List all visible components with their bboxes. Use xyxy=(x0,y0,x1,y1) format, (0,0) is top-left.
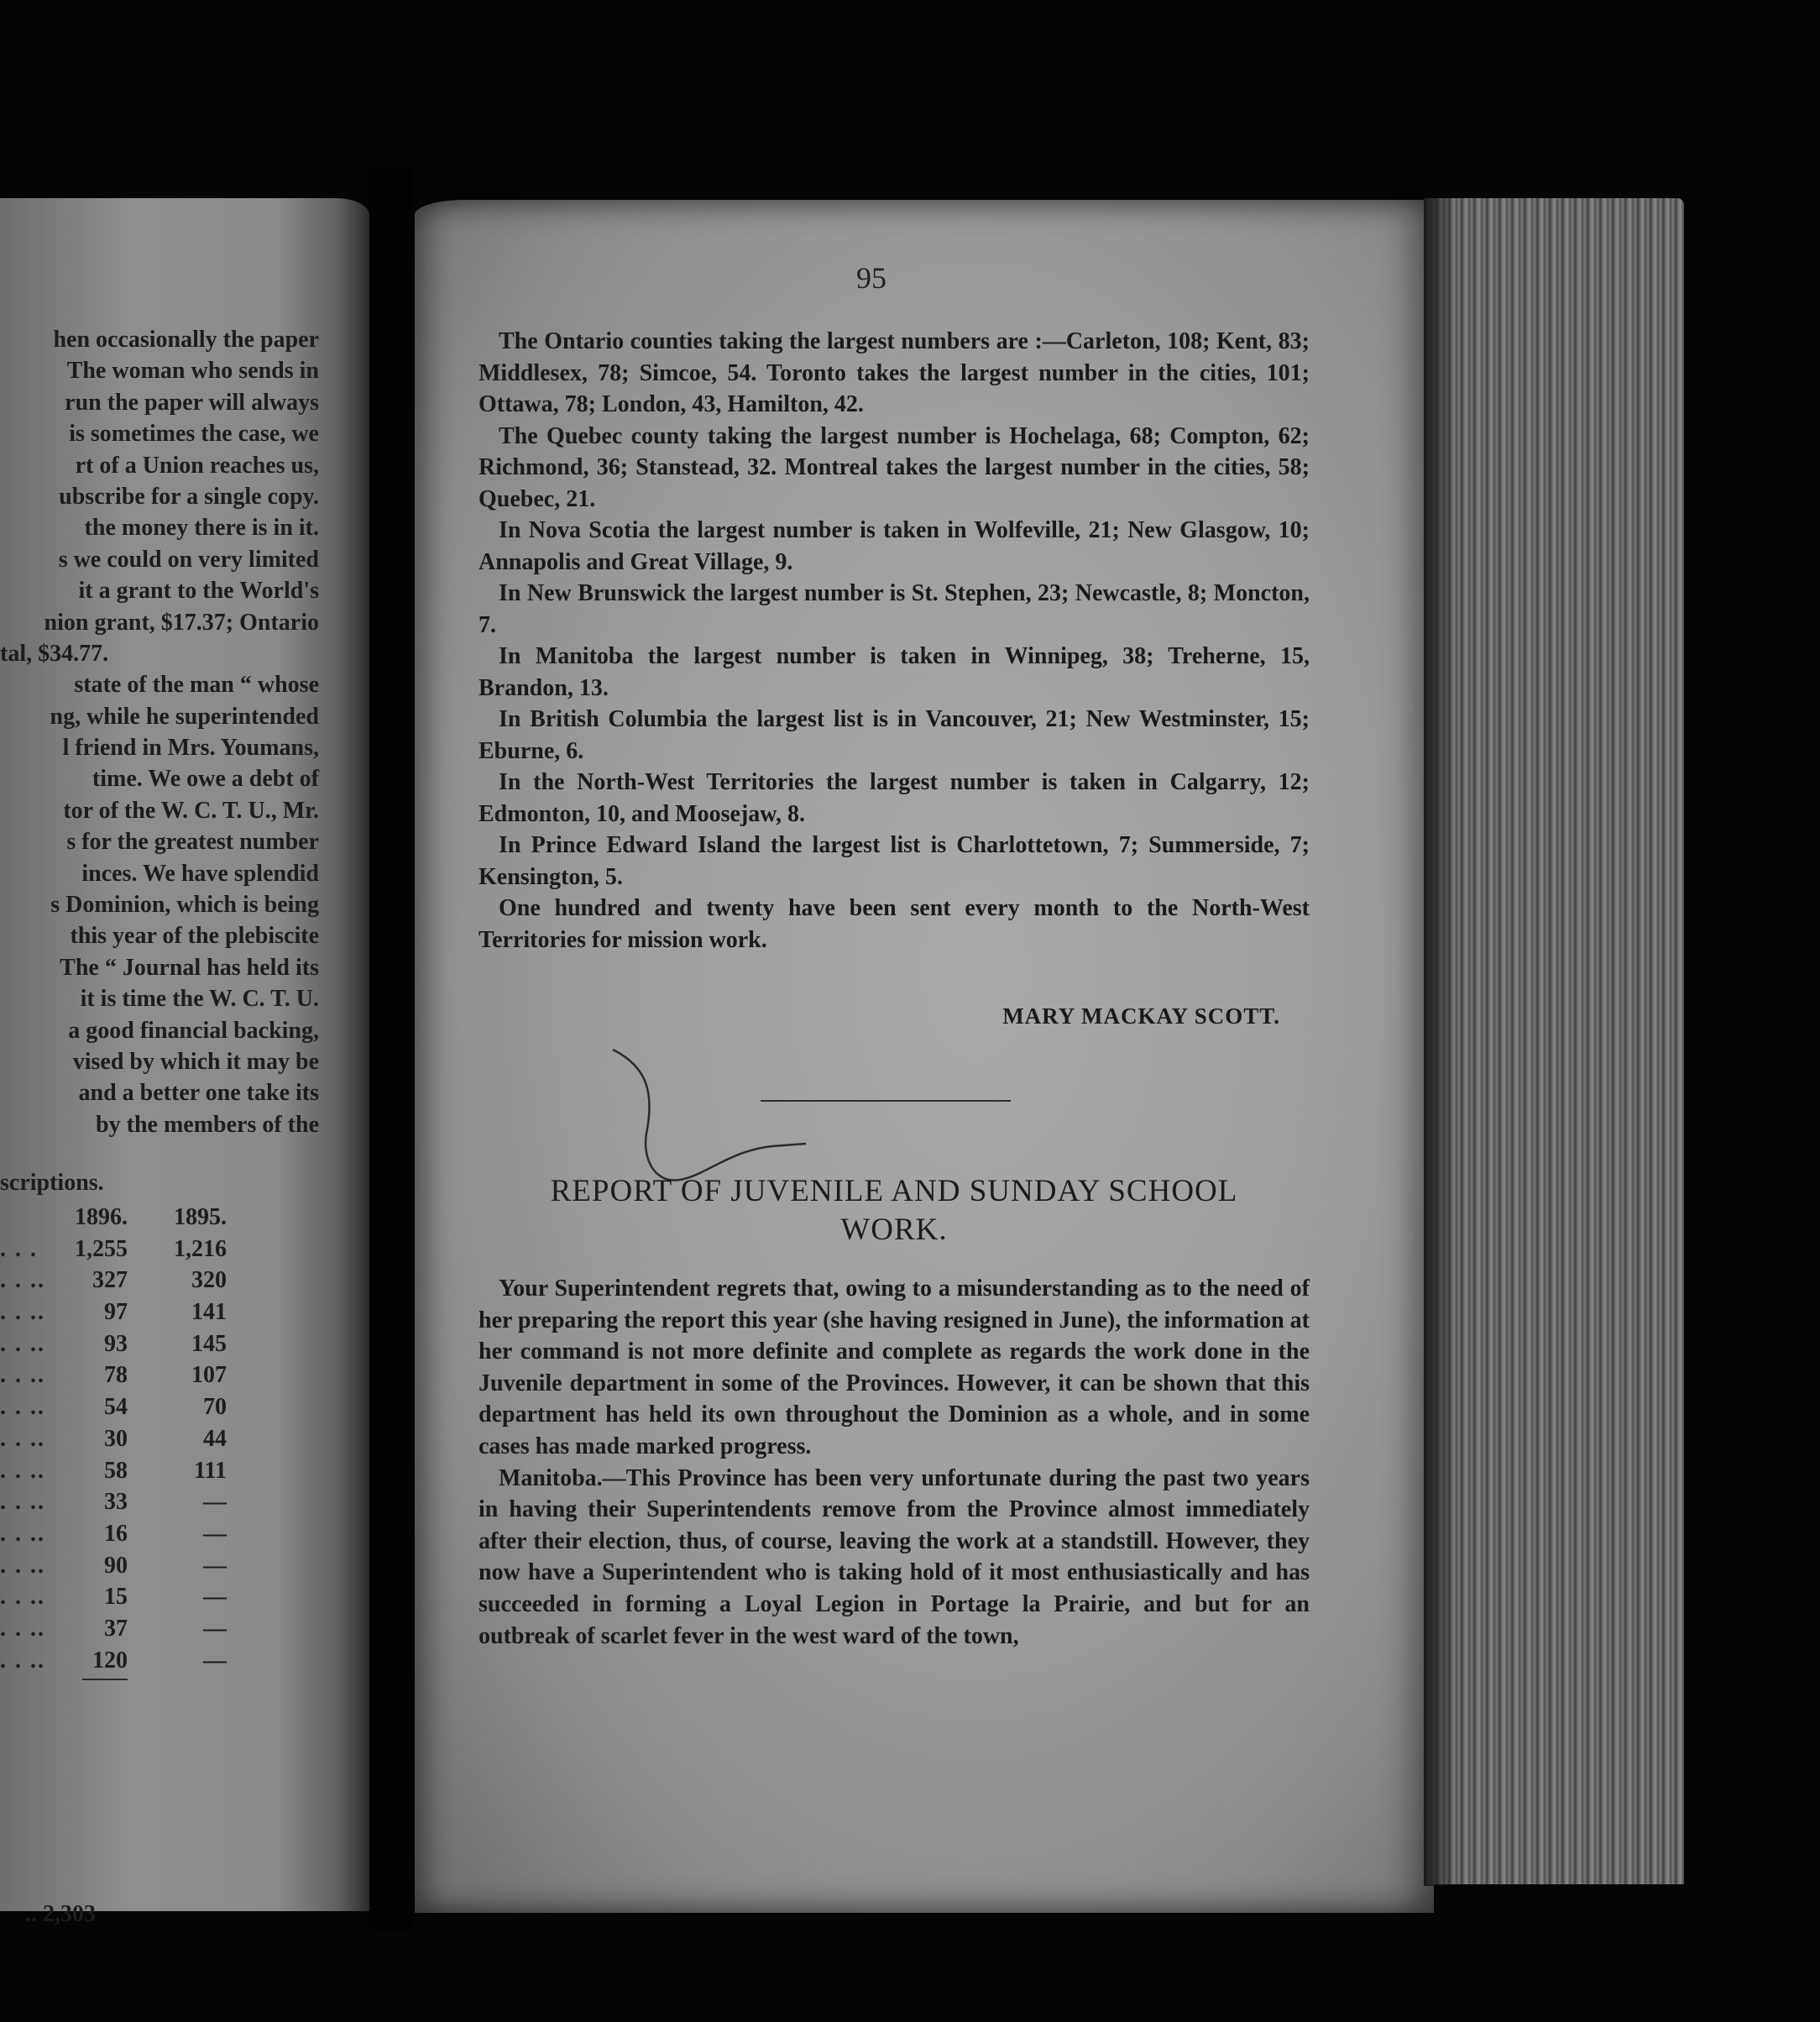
cell-1896: 327 xyxy=(92,1267,128,1294)
cell-1895: 320 xyxy=(191,1267,227,1294)
cell-1896: 93 xyxy=(104,1330,128,1357)
left-line: state of the man “ whose xyxy=(74,672,319,699)
cell-1895: — xyxy=(203,1647,227,1674)
cell-1895: 107 xyxy=(191,1362,227,1389)
cell-1895: 145 xyxy=(191,1330,227,1357)
table-row xyxy=(0,1616,252,1647)
paragraph-new-brunswick: In New Brunswick the largest number is St. Stephen, 23; Newcastle, 8; Moncton, 7. xyxy=(479,580,1310,638)
cell-1896: 1,255 xyxy=(75,1235,128,1262)
subscriptions-total: .. 2,303 xyxy=(25,1901,96,1927)
cell-1896: 120 xyxy=(92,1647,128,1674)
left-line: and a better one take its xyxy=(78,1080,319,1107)
pencil-mark-icon xyxy=(604,1041,856,1192)
leader-dots: . . .. xyxy=(0,1330,45,1357)
book-edge-shadow xyxy=(1424,198,1457,1886)
table-header-row xyxy=(0,1204,252,1236)
cell-1895: 70 xyxy=(203,1394,227,1421)
left-line: tal, $34.77. xyxy=(0,640,109,667)
leader-dots: . . . xyxy=(0,1235,38,1262)
cell-1896: 16 xyxy=(104,1520,128,1547)
paragraph-north-west: In the North-West Territories the largest number is taken in Calgarry, 12; Edmonton, 10, and Moosejaw, 8. xyxy=(479,769,1310,827)
paragraph-ontario: The Ontario counties taking the largest numbers are :—Carleton, 108; Kent, 83; Middlesex, 78; Simcoe, 54. Toronto takes the largest number in the cities, 101; Ottawa, 78; London, 43, Hamilton, 42. xyxy=(479,328,1310,417)
report-heading-line: REPORT OF JUVENILE AND SUNDAY SCHOOL xyxy=(550,1174,1238,1208)
leader-dots: . . .. xyxy=(0,1489,45,1516)
cell-1895: 111 xyxy=(194,1457,227,1484)
cell-1895: 141 xyxy=(191,1299,227,1326)
leader-dots: . . .. xyxy=(0,1552,45,1579)
subscriptions-heading: scriptions. xyxy=(0,1170,104,1197)
report-heading xyxy=(479,1172,1310,1249)
table-row xyxy=(0,1331,252,1363)
leader-dots: . . .. xyxy=(0,1394,45,1421)
cell-1896: 37 xyxy=(104,1615,128,1642)
left-line: inces. We have splendid xyxy=(81,860,319,887)
cell-1895: — xyxy=(203,1615,227,1642)
leader-dots: . . .. xyxy=(0,1520,45,1547)
subscriptions-table xyxy=(0,1204,252,1679)
book-gutter xyxy=(369,168,413,1931)
table-row xyxy=(0,1553,252,1585)
left-line: The woman who sends in xyxy=(66,358,319,385)
left-line: time. We owe a debt of xyxy=(92,766,319,793)
cell-1896: 97 xyxy=(104,1299,128,1326)
book-page-edges xyxy=(1424,198,1684,1884)
left-line: ng, while he superintended xyxy=(50,703,319,730)
paragraph-british-columbia: In British Columbia the largest list is in Vancouver, 21; New Westminster, 15; Eburne, 6. xyxy=(479,706,1310,764)
left-line: ubscribe for a single copy. xyxy=(59,483,319,510)
table-row xyxy=(0,1236,252,1268)
left-line: the money there is in it. xyxy=(84,515,319,542)
left-line: s we could on very limited xyxy=(58,546,319,573)
table-row xyxy=(0,1489,252,1521)
column-header-1896: 1896. xyxy=(75,1204,128,1230)
paragraph-superintendent: Your Superintendent regrets that, owing to a misunderstanding as to the need of her preparing the report this year (she having resigned in June), the information at her command is not more definite and complete as regards the work done in the Juvenile department in some of the Provinces. However, it can be shown that this department has held its own throughout the Dominion as a whole, and in some cases has made marked progress. xyxy=(479,1276,1310,1459)
paragraph-nova-scotia: In Nova Scotia the largest number is taken in Wolfeville, 21; New Glasgow, 10; Annapolis and Great Village, 9. xyxy=(479,517,1310,575)
paragraph-mission-work: One hundred and twenty have been sent every month to the North-West Territories for mission work. xyxy=(479,895,1310,953)
left-page-text xyxy=(0,324,319,1199)
cell-1895: 1,216 xyxy=(174,1235,227,1262)
left-facing-page xyxy=(0,198,369,1927)
left-line: s Dominion, which is being xyxy=(50,892,319,919)
leader-dots: . . .. xyxy=(0,1267,45,1294)
left-line: l friend in Mrs. Youmans, xyxy=(62,735,319,762)
signature: MARY MACKAY SCOTT. xyxy=(1002,1003,1280,1029)
left-line: tor of the W. C. T. U., Mr. xyxy=(63,797,319,824)
cell-1896: 78 xyxy=(104,1362,128,1389)
table-row xyxy=(0,1647,252,1679)
leader-dots: . . .. xyxy=(0,1615,45,1642)
cell-1895: — xyxy=(203,1489,227,1516)
cell-1895: — xyxy=(203,1584,227,1611)
leader-dots: . . .. xyxy=(0,1299,45,1326)
cell-1895: — xyxy=(203,1520,227,1547)
table-row xyxy=(0,1426,252,1458)
table-row xyxy=(0,1362,252,1394)
left-line: this year of the plebiscite xyxy=(70,923,319,950)
left-line: is sometimes the case, we xyxy=(69,421,319,448)
cell-1896: 15 xyxy=(104,1584,128,1611)
cell-1896: 90 xyxy=(104,1552,128,1579)
leader-dots: . . .. xyxy=(0,1584,45,1611)
table-row xyxy=(0,1584,252,1616)
cell-1896: 30 xyxy=(104,1425,128,1452)
circulation-report-text xyxy=(479,326,1310,956)
report-heading-line: WORK. xyxy=(840,1213,948,1247)
left-line: nion grant, $17.37; Ontario xyxy=(44,609,319,636)
page-number: 95 xyxy=(856,261,886,295)
paragraph-pei: In Prince Edward Island the largest list is Charlottetown, 7; Summerside, 7; Kensington, 5. xyxy=(479,832,1310,890)
left-line: hen occasionally the paper xyxy=(53,327,319,353)
table-row xyxy=(0,1521,252,1553)
cell-1896: 58 xyxy=(104,1457,128,1484)
leader-dots: . . .. xyxy=(0,1647,45,1674)
left-line: run the paper will always xyxy=(65,389,319,416)
leader-dots: . . .. xyxy=(0,1362,45,1389)
table-row xyxy=(0,1458,252,1490)
cell-1895: — xyxy=(203,1552,227,1579)
left-line: a good financial backing, xyxy=(68,1017,319,1044)
cell-1896: 33 xyxy=(104,1489,128,1516)
juvenile-report-text xyxy=(479,1273,1310,1652)
left-line: it is time the W. C. T. U. xyxy=(80,986,319,1013)
paragraph-manitoba: In Manitoba the largest number is taken in Winnipeg, 38; Treherne, 15, Brandon, 13. xyxy=(479,643,1310,701)
cell-1896: 54 xyxy=(104,1394,128,1421)
column-header-1895: 1895. xyxy=(174,1204,227,1230)
total-rule xyxy=(82,1679,128,1680)
leader-dots: . . .. xyxy=(0,1425,45,1452)
table-row xyxy=(0,1299,252,1331)
table-row xyxy=(0,1394,252,1426)
left-line: vised by which it may be xyxy=(72,1048,319,1075)
paragraph-quebec: The Quebec county taking the largest number is Hochelaga, 68; Compton, 62; Richmond, 36; Stanstead, 32. Montreal takes the largest number in the cities, 58; Quebec, 21. xyxy=(479,422,1310,512)
leader-dots: . . .. xyxy=(0,1457,45,1484)
left-line: The “ Journal has held its xyxy=(60,954,319,981)
cell-1895: 44 xyxy=(203,1425,227,1452)
left-line: s for the greatest number xyxy=(66,829,319,856)
left-line: it a grant to the World's xyxy=(78,578,319,605)
left-line: rt of a Union reaches us, xyxy=(75,452,319,479)
paragraph-manitoba-report: Manitoba.—This Province has been very unfortunate during the past two years in having their Superintendents remove from the Province almost immediately after their election, thus, of course, leaving the work at a standstill. However, they now have a Superintendent who is taking hold of it most enthusiastically and has succeeded in forming a Loyal Legion in Portage la Prairie, and but for an outbreak of scarlet fever in the west ward of the town, xyxy=(479,1464,1310,1649)
left-line: by the members of the xyxy=(96,1111,319,1138)
table-row xyxy=(0,1267,252,1299)
